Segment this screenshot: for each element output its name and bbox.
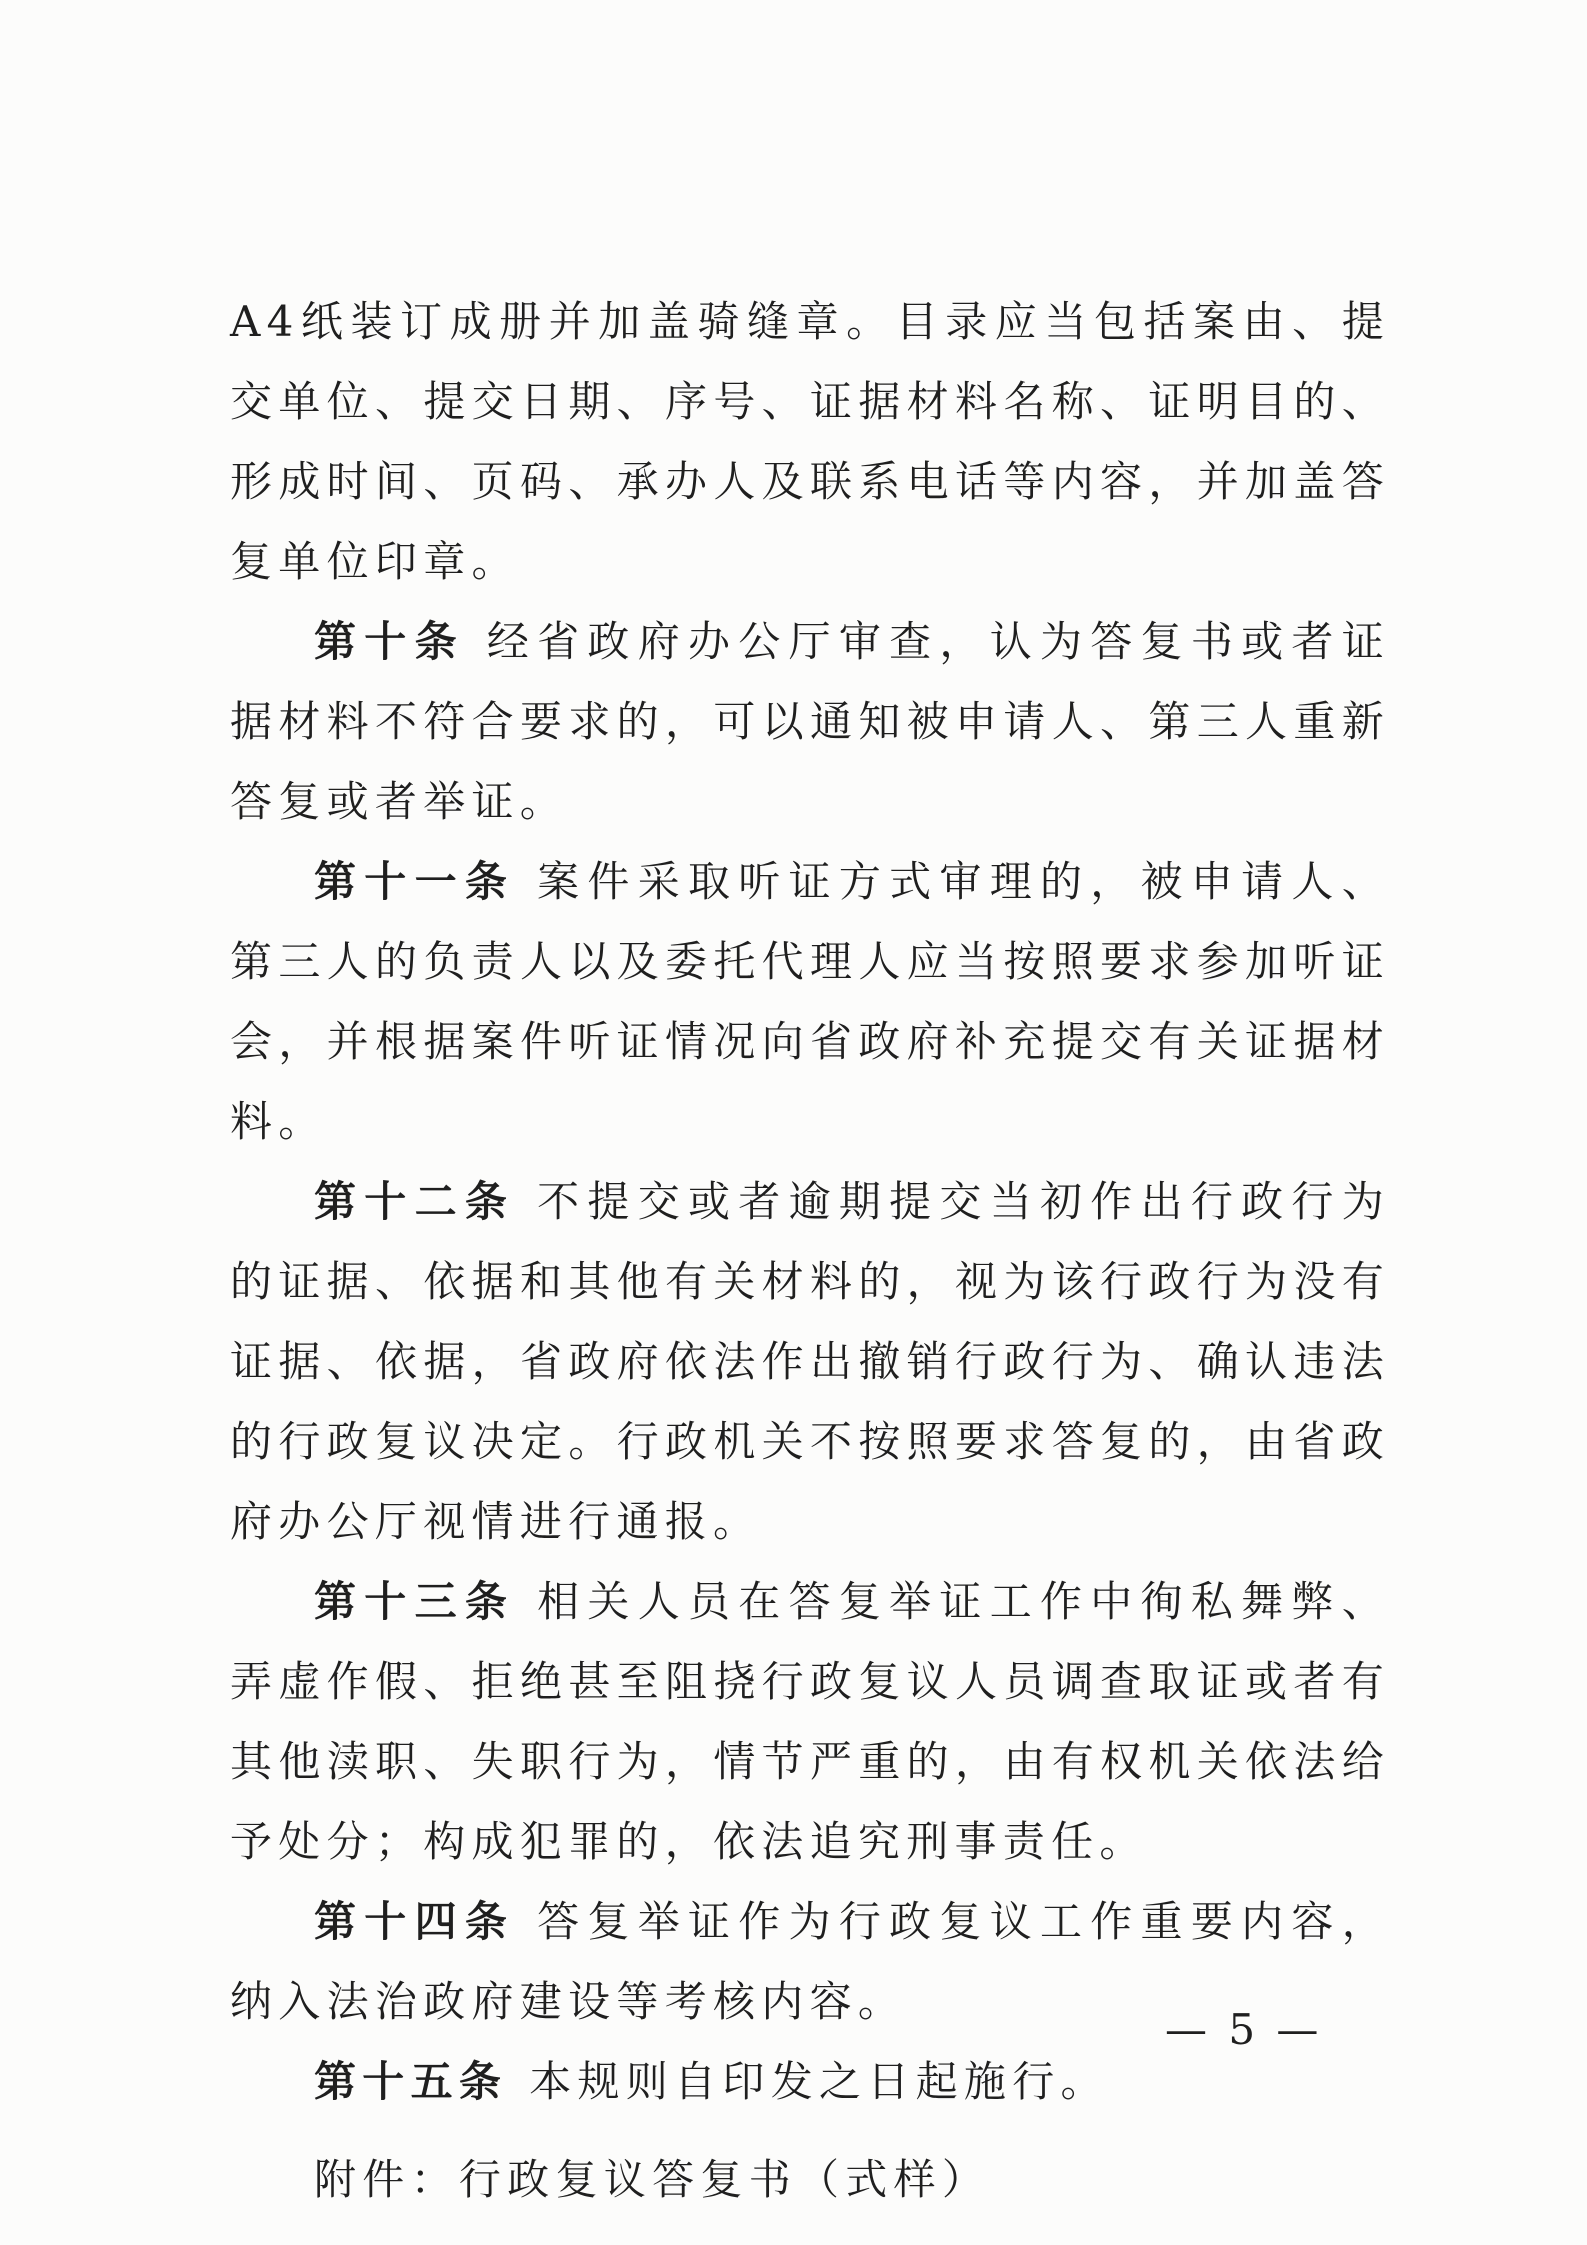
article-heading: 第十二条 [314,1177,516,1226]
article-heading: 第十条 [314,617,465,666]
document-body [230,282,1390,2220]
article-12 [230,1162,1390,1562]
article-text: 相关人员在答复举证工作中徇私舞弊、弄虚作假、拒绝甚至阻挠行政复议人员调查取证或者有其他渎职、失职行为，情节严重的，由有权机关依法给予处分；构成犯罪的，依法追究刑事责任。 [230,1577,1390,1866]
article-text: 答复举证作为行政复议工作重要内容，纳入法治政府建设等考核内容。 [230,1897,1390,2026]
article-heading: 第十一条 [314,857,516,906]
article-text: 不提交或者逾期提交当初作出行政行为的证据、依据和其他有关材料的，视为该行政行为没有证据、依据，省政府依法作出撤销行政行为、确认违法的行政复议决定。行政机关不按照要求答复的，由省政府办公厅视情进行通报。 [230,1177,1390,1546]
article-heading: 第十四条 [314,1897,516,1946]
article-heading: 第十五条 [314,2057,508,2106]
article-text: 案件采取听证方式审理的，被申请人、第三人的负责人以及委托代理人应当按照要求参加听证会，并根据案件听证情况向省政府补充提交有关证据材料。 [230,857,1390,1146]
article-text: 经省政府办公厅审查，认为答复书或者证据材料不符合要求的，可以通知被申请人、第三人重新答复或者举证。 [230,617,1390,826]
article-13 [230,1562,1390,1882]
article-10 [230,602,1390,842]
article-11 [230,842,1390,1162]
paragraph-text: A4纸装订成册并加盖骑缝章。目录应当包括案由、提交单位、提交日期、序号、证据材料名称、证明目的、形成时间、页码、承办人及联系电话等内容，并加盖答复单位印章。 [230,297,1390,586]
article-text: 本规则自印发之日起施行。 [529,2057,1109,2106]
article-15 [230,2042,1390,2122]
article-heading: 第十三条 [314,1577,516,1626]
attachment-note: 附件：行政复议答复书（式样） [314,2155,991,2204]
page-number: — 5 — [1165,2005,1323,2054]
paragraph-continuation [230,282,1390,602]
